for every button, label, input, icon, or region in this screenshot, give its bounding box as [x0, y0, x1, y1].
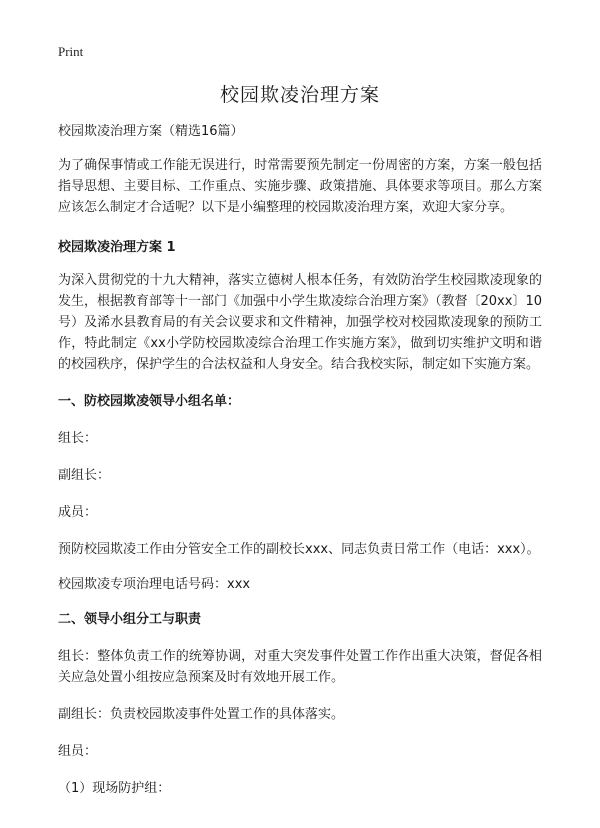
- heading-division-duties: 二、领导小组分工与职责: [58, 612, 202, 627]
- document-body: [58, 121, 542, 799]
- intro-paragraph: 为了确保事情或工作能无误进行，时常需要预先制定一份周密的方案，方案一般包括指导思想、主要目标、工作重点、实施步骤、政策措施、具体要求等项目。那么方案应该怎么制定才合适呢？以下是小编整理的校园欺凌治理方案，欢迎大家分享。: [58, 158, 542, 215]
- members-line: 成员：: [58, 505, 98, 520]
- section-paragraph: 为深入贯彻党的十九大精神，落实立德树人根本任务，有效防治学生校园欺凌现象的发生，根据教育部等十一部门《加强中小学生欺凌综合治理方案》（教督〔20xx〕10号）及浠水县教育局的有关会议要求和文件精神，加强学校对校园欺凌现象的预防工作，特此制定《xx小学防校园欺凌综合治理工作实施方案》，做到切实维护文明和谐的校园秩序，保护学生的合法权益和人身安全。结合我校实际，制定如下实施方案。: [58, 273, 542, 372]
- document-subtitle: 校园欺凌治理方案（精选16篇）: [58, 124, 244, 139]
- heading-leadership-list: 一、防校园欺凌领导小组名单：: [58, 394, 241, 409]
- duty-members-line: 组员：: [58, 744, 98, 759]
- section-heading: 校园欺凌治理方案 1: [58, 240, 176, 255]
- document-title: 校园欺凌治理方案: [219, 84, 380, 106]
- duty-leader-paragraph: 组长：整体负责工作的统筹协调，对重大突发事件处置工作作出重大决策，督促各相关应急处置小组按应急预案及时有效地开展工作。: [58, 649, 542, 685]
- hotline-line: 校园欺凌专项治理电话号码：xxx: [58, 577, 251, 592]
- leader-line: 组长：: [58, 431, 98, 446]
- print-link[interactable]: Print: [58, 44, 84, 59]
- duty-vice-paragraph: 副组长：负责校园欺凌事件处置工作的具体落实。: [58, 707, 345, 722]
- daily-work-paragraph: 预防校园欺凌工作由分管安全工作的副校长xxx、同志负责日常工作（电话：xxx）。: [58, 542, 540, 557]
- site-group-line: （1）现场防护组：: [58, 781, 171, 796]
- vice-leader-line: 副组长：: [58, 468, 111, 483]
